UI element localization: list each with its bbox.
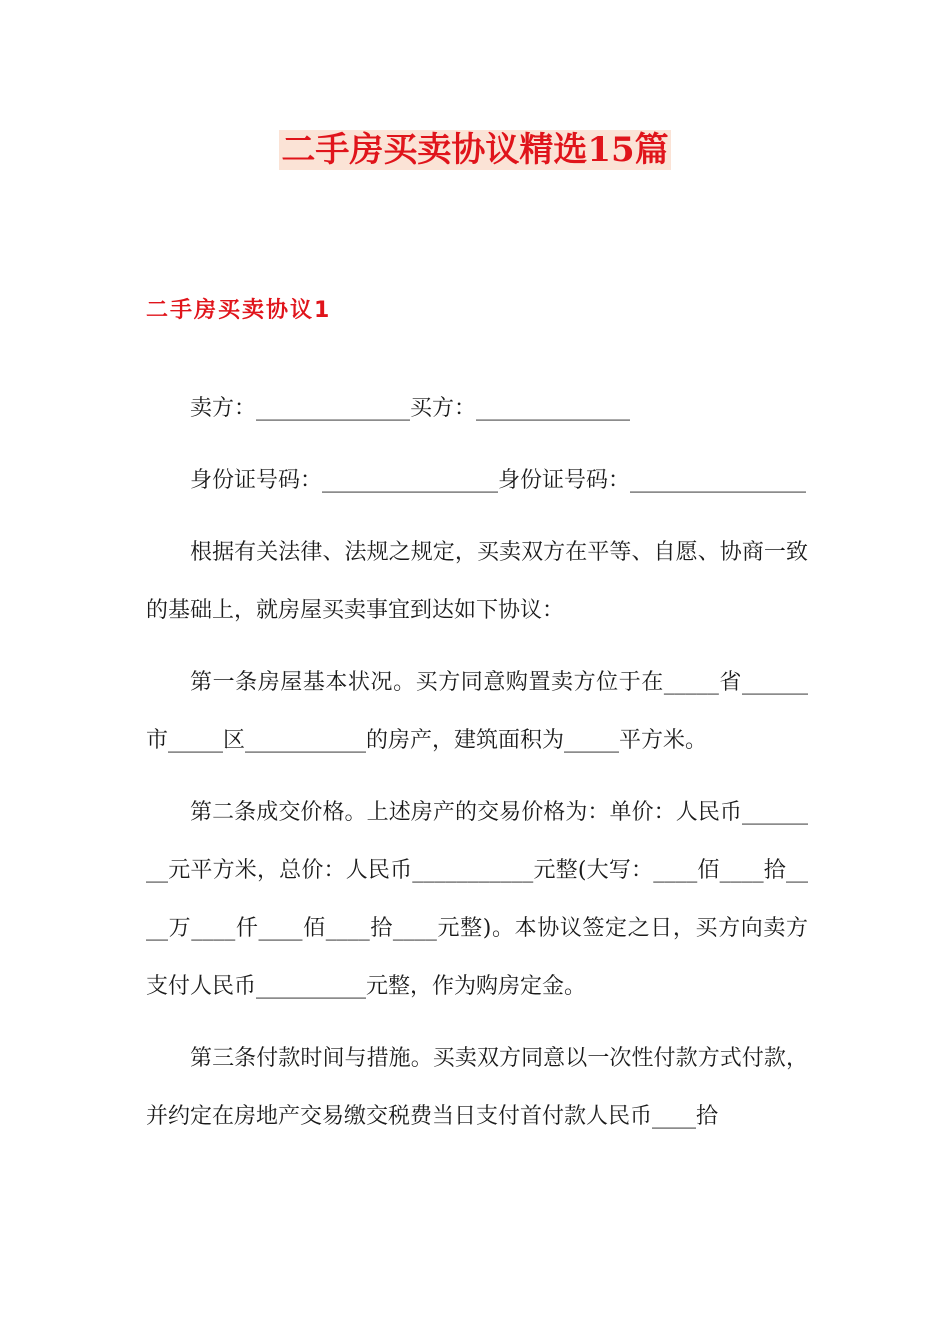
preamble-paragraph: 根据有关法律、法规之规定，买卖双方在平等、自愿、协商一致的基础上，就房屋买卖事宜到达如下协议： <box>146 540 808 623</box>
article-1-paragraph: 第一条房屋基本状况。买方同意购置卖方位于在_____省______市_____区___________的房产，建筑面积为_____平方米。 <box>146 670 808 753</box>
article-2-paragraph: 第二条成交价格。上述房产的交易价格为：单价：人民币________元平方米，总价：人民币___________元整(大写：____佰____拾____万____仟____佰____拾____元整)。本协议签定之日，买方向卖方支付人民币__________元整，作为购房定金。 <box>146 800 808 999</box>
id-number-line: 身份证号码：________________身份证号码：________________ <box>190 468 807 493</box>
document-body <box>146 380 808 1160</box>
document-title <box>0 128 950 172</box>
party-line: 卖方：______________买方：______________ <box>190 396 631 421</box>
title-text: 二手房买卖协议精选15篇 <box>281 130 669 170</box>
article-3-paragraph: 第三条付款时间与措施。买卖双方同意以一次性付款方式付款，并约定在房地产交易缴交税费当日支付首付款人民币____拾 <box>146 1046 808 1129</box>
section-heading: 二手房买卖协议1 <box>146 298 332 323</box>
